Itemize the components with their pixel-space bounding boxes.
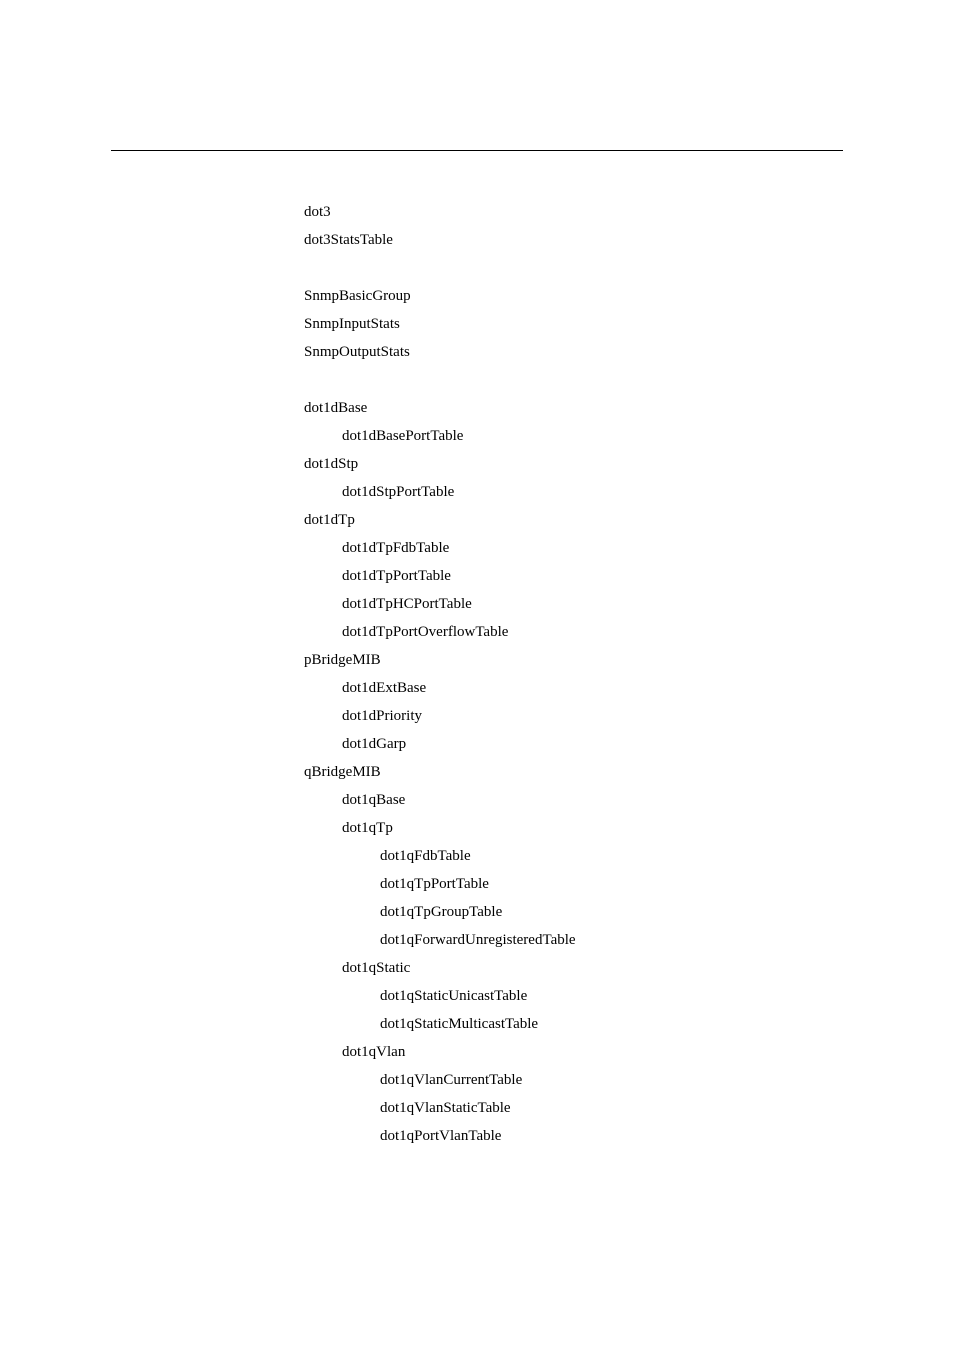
mib-object-item: dot1qStatic (342, 960, 411, 976)
mib-object-item: dot1dBase (304, 400, 368, 416)
mib-object-list (304, 198, 576, 1150)
mib-object-item: dot1qForwardUnregisteredTable (380, 932, 576, 948)
mib-object-item: SnmpOutputStats (304, 344, 410, 360)
list-spacer (304, 366, 576, 394)
mib-object-item: dot1dGarp (342, 736, 407, 752)
list-spacer (304, 254, 576, 282)
mib-object-item: pBridgeMIB (304, 652, 381, 668)
mib-object-item: qBridgeMIB (304, 764, 381, 780)
mib-object-item: dot1dStp (304, 456, 359, 472)
header-rule (111, 150, 843, 151)
mib-object-item: dot1dExtBase (342, 680, 427, 696)
mib-object-item: dot1qPortVlanTable (380, 1128, 502, 1144)
mib-object-item: dot1qVlanCurrentTable (380, 1072, 523, 1088)
mib-object-item: dot1dTpPortOverflowTable (342, 624, 509, 640)
mib-object-item: dot1dTpPortTable (342, 568, 451, 584)
mib-object-item: SnmpBasicGroup (304, 288, 411, 304)
mib-object-item: dot1qTpPortTable (380, 876, 489, 892)
mib-object-item: dot1qVlan (342, 1044, 406, 1060)
mib-object-item: dot1qBase (342, 792, 406, 808)
mib-object-item: dot1dTpHCPortTable (342, 596, 472, 612)
mib-object-item: dot1qFdbTable (380, 848, 471, 864)
mib-object-item: dot1qTpGroupTable (380, 904, 503, 920)
mib-object-item: dot3 (304, 204, 331, 220)
mib-object-item: SnmpInputStats (304, 316, 400, 332)
mib-object-item: dot3StatsTable (304, 232, 393, 248)
mib-object-item: dot1dBasePortTable (342, 428, 464, 444)
mib-object-item: dot1qTp (342, 820, 393, 836)
mib-object-item: dot1qVlanStaticTable (380, 1100, 511, 1116)
mib-object-item: dot1qStaticUnicastTable (380, 988, 528, 1004)
mib-object-item: dot1dTp (304, 512, 355, 528)
mib-object-item: dot1qStaticMulticastTable (380, 1016, 539, 1032)
mib-object-item: dot1dTpFdbTable (342, 540, 450, 556)
mib-object-item: dot1dStpPortTable (342, 484, 455, 500)
mib-object-item: dot1dPriority (342, 708, 423, 724)
